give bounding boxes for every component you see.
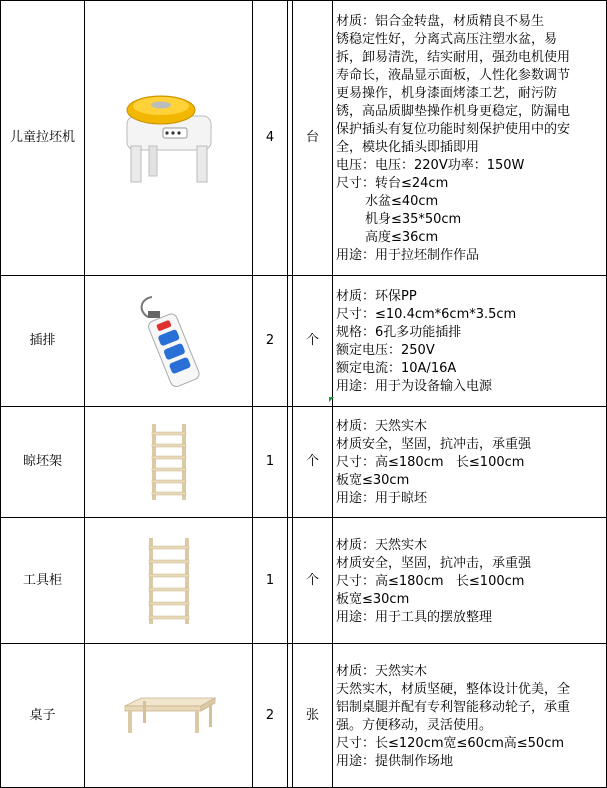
table-row — [1, 407, 607, 518]
item-qty: 2 — [253, 644, 288, 788]
spec-line: 水盆≤40cm — [336, 194, 439, 209]
item-image — [85, 276, 253, 407]
spec-line: 尺寸：长≤120cm宽≤60cm高≤50cm — [336, 735, 565, 751]
spec-line: 天然实木，材质坚硬，整体设计优美，全 — [336, 681, 571, 697]
spec-line: 材质：天然实木 — [336, 537, 428, 553]
item-qty: 1 — [253, 407, 288, 518]
item-image — [85, 407, 253, 518]
item-name: 桌子 — [1, 644, 85, 788]
item-unit: 台 — [293, 1, 333, 276]
spec-line: 拆，卸易清洗，结实耐用，强劲电机使用 — [336, 50, 571, 65]
spec-line: 尺寸：≤10.4cm*6cm*3.5cm — [336, 307, 517, 322]
table-row — [1, 644, 607, 788]
item-image — [85, 1, 253, 276]
spec-line: 额定电压：250V — [336, 343, 435, 358]
spec-line: 锈稳定性好，分离式高压注塑水盆，易 — [336, 32, 558, 47]
item-spec — [333, 1, 607, 276]
spec-line: 用途：用于拉坯制作作品 — [336, 248, 480, 263]
spec-line: 铝制桌腿并配有专利智能移动轮子，承重 — [336, 699, 571, 715]
item-unit: 个 — [293, 276, 333, 407]
item-qty: 1 — [253, 518, 288, 644]
spec-line: 用途：提供制作场地 — [336, 753, 454, 769]
table-icon — [119, 696, 219, 736]
spec-line: 尺寸：转台≤24cm — [336, 176, 449, 191]
item-unit: 张 — [293, 644, 333, 788]
spec-line: 保护插头有复位功能时刻保护使用中的安 — [336, 122, 571, 137]
item-spec — [333, 518, 607, 644]
item-unit: 个 — [293, 518, 333, 644]
drying-rack-icon — [149, 422, 189, 502]
table-row — [1, 1, 607, 276]
power-strip-icon — [134, 293, 204, 389]
cell-comment-marker — [329, 397, 334, 402]
spec-line: 额定电流：10A/16A — [336, 361, 457, 376]
spec-line: 锈，高品质脚垫操作机身更稳定，防漏电 — [336, 104, 571, 119]
spec-line: 材质：天然实木 — [336, 419, 428, 434]
table-row — [1, 276, 607, 407]
spec-line: 材质：环保PP — [336, 289, 417, 304]
pottery-wheel-icon — [121, 88, 217, 188]
tool-cabinet-icon — [145, 536, 193, 626]
item-qty: 2 — [253, 276, 288, 407]
spec-line: 高度≤36cm — [336, 230, 439, 245]
spec-line: 材质：铝合金转盘，材质精良不易生 — [336, 14, 545, 29]
spec-line: 材质安全，坚固，抗冲击，承重强 — [336, 555, 532, 571]
spec-line: 材质：天然实木 — [336, 663, 428, 679]
item-name: 儿童拉坯机 — [1, 1, 85, 276]
item-image — [85, 644, 253, 788]
spec-line: 材质安全，坚固，抗冲击，承重强 — [336, 437, 532, 452]
item-image — [85, 518, 253, 644]
spec-line: 用途：用于晾坯 — [336, 491, 428, 506]
spec-line: 全，模块化插头即插即用 — [336, 140, 480, 155]
item-qty: 4 — [253, 1, 288, 276]
spec-line: 板宽≤30cm — [336, 473, 410, 488]
item-unit: 个 — [293, 407, 333, 518]
item-name: 工具柜 — [1, 518, 85, 644]
spec-line: 尺寸：高≤180cm 长≤100cm — [336, 573, 525, 589]
spec-line: 强。方便移动，灵活使用。 — [336, 717, 493, 733]
item-name: 晾坯架 — [1, 407, 85, 518]
spec-line: 寿命长，液晶显示面板，人性化参数调节 — [336, 68, 571, 83]
item-spec — [333, 644, 607, 788]
spec-line: 更易操作，机身漆面烤漆工艺，耐污防 — [336, 86, 558, 101]
spec-line: 机身≤35*50cm — [336, 212, 462, 227]
spec-line: 用途：用于工具的摆放整理 — [336, 609, 493, 625]
item-name: 插排 — [1, 276, 85, 407]
table-row — [1, 518, 607, 644]
item-spec — [333, 407, 607, 518]
spec-line: 用途：用于为设备输入电源 — [336, 379, 493, 394]
spec-line: 电压：电压：220V功率：150W — [336, 158, 525, 173]
spec-line: 规格：6孔多功能插排 — [336, 325, 462, 340]
spec-line: 板宽≤30cm — [336, 591, 410, 607]
item-spec — [333, 276, 607, 407]
spec-line: 尺寸：高≤180cm 长≤100cm — [336, 455, 525, 470]
